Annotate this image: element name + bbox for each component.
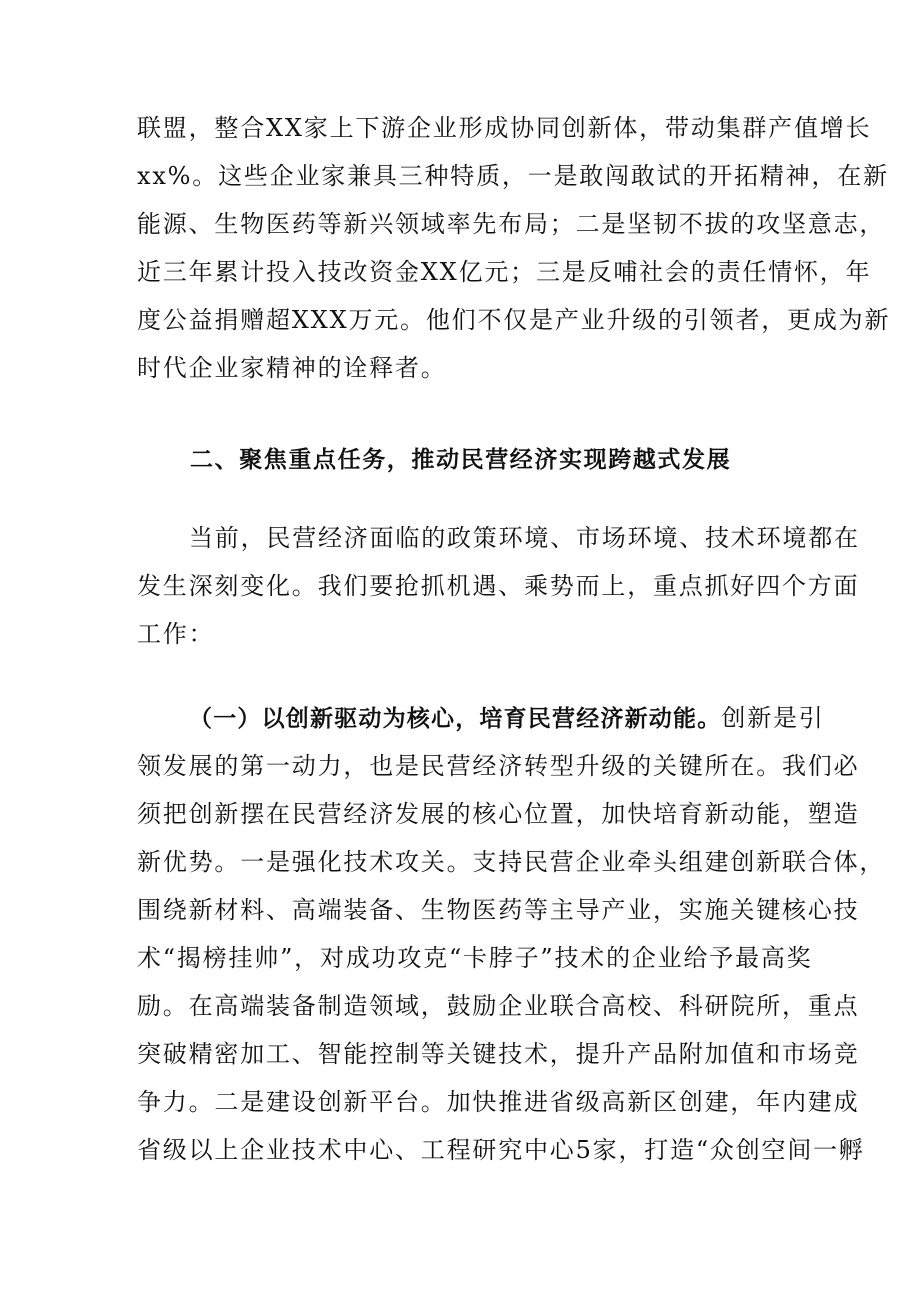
text-line: 须把创新摆在民营经济发展的核心位置，加快培育新动能，塑造: [137, 800, 860, 828]
text-line: 时代企业家精神的诠释者。: [137, 354, 447, 382]
text-line-first: [137, 694, 825, 742]
text-line: 围绕新材料、高端装备、生物医药等主导产业，实施关键核心技: [137, 896, 860, 924]
text-line: 突破精密加工、智能控制等关键技术，提升产品附加值和市场竞: [137, 1040, 860, 1068]
text-line: 术“揭榜挂帅”，对成功攻克“卡脖子”技术的企业给予最高奖: [137, 944, 813, 972]
text-line: 度公益捐赠超XXX万元。他们不仅是产业升级的引领者，更成为新: [137, 306, 891, 334]
text-line: 发生深刻变化。我们要抢抓机遇、乘势而上，重点抓好四个方面: [137, 572, 860, 600]
text-line: 工作：: [137, 620, 215, 648]
text-line: 争力。二是建设创新平台。加快推进省级高新区创建，年内建成: [137, 1088, 860, 1116]
text-line: 领发展的第一动力，也是民营经济转型升级的关键所在。我们必: [137, 752, 860, 780]
paragraph-innovation: [137, 694, 886, 1174]
text-line: 能源、生物医药等新兴领域率先布局；二是坚韧不拔的攻坚意志，: [137, 210, 886, 238]
first-line-rest: 创新是引: [721, 704, 825, 732]
text-line: 当前，民营经济面临的政策环境、市场环境、技术环境都在: [189, 524, 860, 552]
subsection-title: （一）以创新驱动为核心，培育民营经济新动能。: [189, 706, 722, 732]
section-heading: 二、聚焦重点任务，推动民营经济实现跨越式发展: [190, 447, 732, 473]
text-line: 省级以上企业技术中心、工程研究中心5家，打造“众创空间一孵: [137, 1136, 865, 1164]
text-line: xx%。这些企业家兼具三种特质，一是敢闯敢试的开拓精神，在新: [137, 162, 889, 190]
text-line: 新优势。一是强化技术攻关。支持民营企业牵头组建创新联合体，: [137, 848, 886, 876]
text-line: 联盟，整合XX家上下游企业形成协同创新体，带动集群产值增长: [137, 114, 872, 142]
text-line: 励。在高端装备制造领域，鼓励企业联合高校、科研院所，重点: [137, 992, 860, 1020]
paragraph-intro: [137, 514, 860, 658]
text-line: 近三年累计投入技改资金XX亿元；三是反哺社会的责任情怀，年: [137, 258, 872, 286]
paragraph-entrepreneur-traits: [137, 104, 891, 392]
